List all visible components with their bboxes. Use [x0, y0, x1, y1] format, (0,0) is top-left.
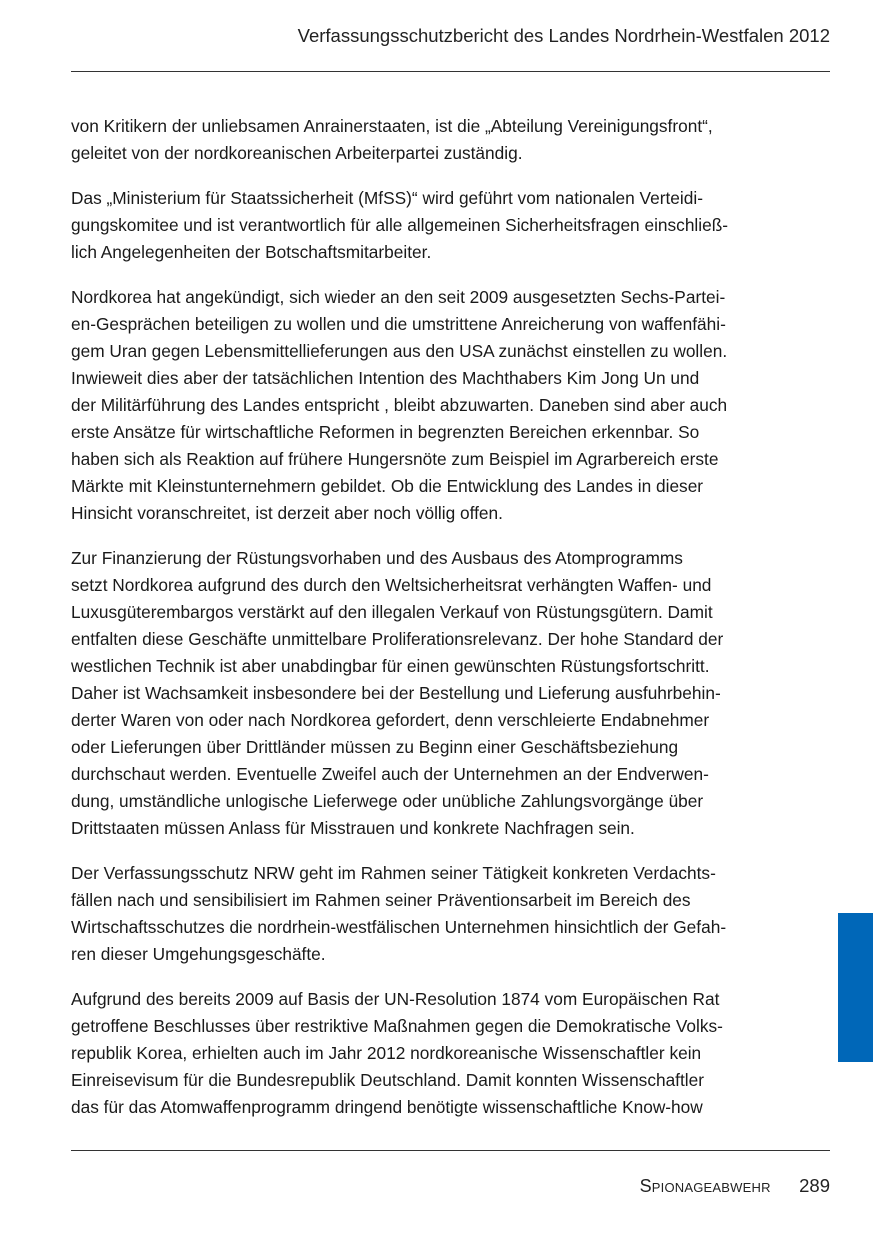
- text-line: Hinsicht voranschreitet, ist derzeit aber noch völlig offen.: [71, 503, 503, 523]
- footer-divider: [71, 1150, 830, 1151]
- text-line: gem Uran gegen Lebensmittellieferungen aus den USA zunächst einstellen zu wollen.: [71, 341, 728, 361]
- text-line: Wirtschaftsschutzes die nordrhein-westfälischen Unternehmen hinsichtlich der Gefah-: [71, 917, 727, 937]
- page-number: 289: [799, 1175, 830, 1196]
- text-line: fällen nach und sensibilisiert im Rahmen seiner Präventionsarbeit im Bereich des: [71, 890, 691, 910]
- text-line: gungskomitee und ist verantwortlich für alle allgemeinen Sicherheitsfragen einschließ-: [71, 215, 729, 235]
- paragraph: [71, 860, 811, 968]
- text-line: Luxusgüterembargos verstärkt auf den illegalen Verkauf von Rüstungsgütern. Damit: [71, 602, 713, 622]
- section-name: Spionageabwehr: [639, 1176, 771, 1196]
- text-line: Märkte mit Kleinstunternehmern gebildet. Ob die Entwicklung des Landes in dieser: [71, 476, 704, 496]
- body-text: [71, 113, 811, 1139]
- paragraph: [71, 284, 811, 527]
- paragraph: [71, 545, 811, 842]
- paragraph: [71, 185, 811, 266]
- text-line: Der Verfassungsschutz NRW geht im Rahmen seiner Tätigkeit konkreten Verdachts-: [71, 863, 716, 883]
- text-line: geleitet von der nordkoreanischen Arbeiterpartei zuständig.: [71, 143, 523, 163]
- text-line: das für das Atomwaffenprogramm dringend benötigte wissenschaftliche Know-how: [71, 1097, 703, 1117]
- text-line: Zur Finanzierung der Rüstungsvorhaben und des Ausbaus des Atomprogramms: [71, 548, 683, 568]
- text-line: Drittstaaten müssen Anlass für Misstrauen und konkrete Nachfragen sein.: [71, 818, 635, 838]
- text-line: getroffene Beschlusses über restriktive Maßnahmen gegen die Demokratische Volks-: [71, 1016, 723, 1036]
- page-footer: [640, 1175, 830, 1197]
- header-divider: [71, 71, 830, 72]
- text-line: erste Ansätze für wirtschaftliche Reformen in begrenzten Bereichen erkennbar. So: [71, 422, 700, 442]
- text-line: von Kritikern der unliebsamen Anrainerstaaten, ist die „Abteilung Vereinigungsfront“,: [71, 116, 713, 136]
- running-header: Verfassungsschutzbericht des Landes Nordrhein-Westfalen 2012: [297, 25, 830, 46]
- paragraph: [71, 113, 811, 167]
- text-line: ren dieser Umgehungsgeschäfte.: [71, 944, 326, 964]
- text-line: haben sich als Reaktion auf frühere Hungersnöte zum Beispiel im Agrarbereich erste: [71, 449, 719, 469]
- text-line: dung, umständliche unlogische Lieferwege oder unübliche Zahlungsvorgänge über: [71, 791, 704, 811]
- text-line: Nordkorea hat angekündigt, sich wieder an den seit 2009 ausgesetzten Sechs-Partei-: [71, 287, 726, 307]
- text-line: westlichen Technik ist aber unabdingbar für einen gewünschten Rüstungsfortschritt.: [71, 656, 710, 676]
- chapter-tab-marker: [838, 913, 873, 1062]
- text-line: setzt Nordkorea aufgrund des durch den Weltsicherheitsrat verhängten Waffen- und: [71, 575, 712, 595]
- text-line: derter Waren von oder nach Nordkorea gefordert, denn verschleierte Endabnehmer: [71, 710, 710, 730]
- text-line: Daher ist Wachsamkeit insbesondere bei der Bestellung und Lieferung ausfuhrbehin-: [71, 683, 721, 703]
- paragraph: [71, 986, 811, 1121]
- text-line: durchschaut werden. Eventuelle Zweifel auch der Unternehmen an der Endverwen-: [71, 764, 709, 784]
- text-line: entfalten diese Geschäfte unmittelbare Proliferationsrelevanz. Der hohe Standard der: [71, 629, 724, 649]
- text-line: Einreisevisum für die Bundesrepublik Deutschland. Damit konnten Wissenschaftler: [71, 1070, 704, 1090]
- text-line: oder Lieferungen über Drittländer müssen zu Beginn einer Geschäftsbeziehung: [71, 737, 679, 757]
- text-line: der Militärführung des Landes entspricht , bleibt abzuwarten. Daneben sind aber auch: [71, 395, 728, 415]
- text-line: Aufgrund des bereits 2009 auf Basis der UN-Resolution 1874 vom Europäischen Rat: [71, 989, 720, 1009]
- text-line: lich Angelegenheiten der Botschaftsmitarbeiter.: [71, 242, 432, 262]
- text-line: republik Korea, erhielten auch im Jahr 2012 nordkoreanische Wissenschaftler kein: [71, 1043, 702, 1063]
- text-line: en-Gesprächen beteiligen zu wollen und die umstrittene Anreicherung von waffenfähi-: [71, 314, 726, 334]
- text-line: Das „Ministerium für Staatssicherheit (MfSS)“ wird geführt vom nationalen Verteidi-: [71, 188, 703, 208]
- text-line: Inwieweit dies aber der tatsächlichen Intention des Machthabers Kim Jong Un und: [71, 368, 700, 388]
